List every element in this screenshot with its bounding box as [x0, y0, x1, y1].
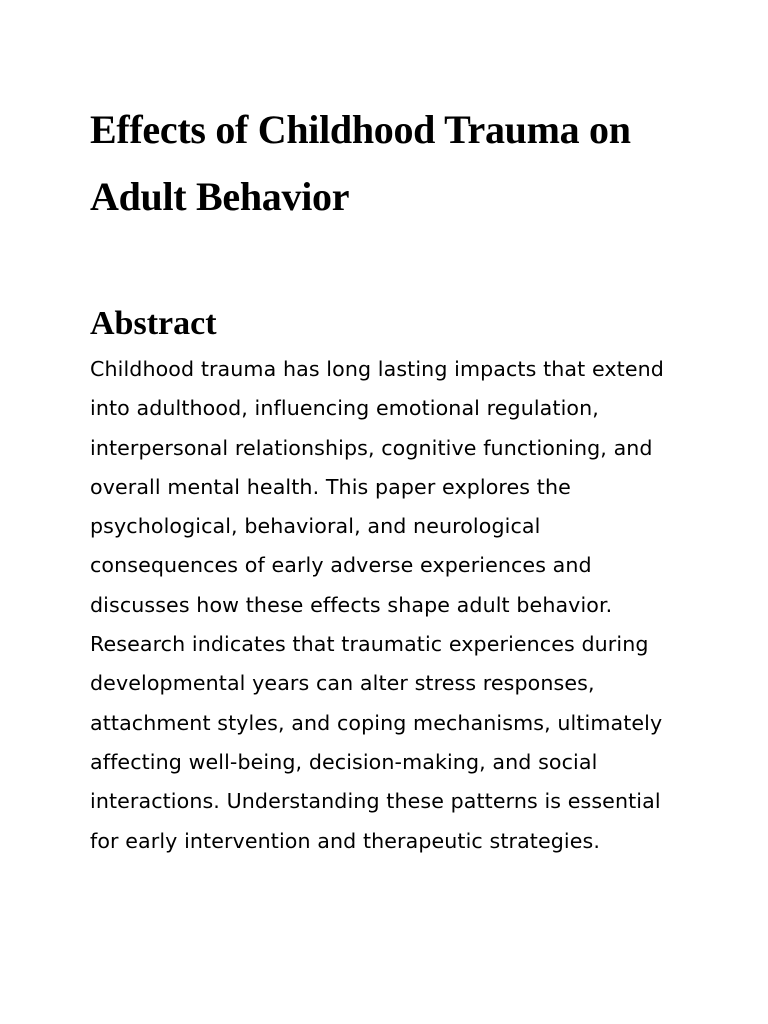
- abstract-paragraph: Childhood trauma has long lasting impacts that extend into adulthood, influencing emotional regulation, interpersonal relationships, cognitive functioning, and overall mental health. This paper explores the psychological, behavioral, and neurological consequences of early adverse experiences and discusses how these effects shape adult behavior. Research indicates that traumatic experiences during developmental years can alter stress responses, attachment styles, and coping mechanisms, ultimately affecting well-being, decision-making, and social interactions. Understanding these patterns is essential for early intervention and therapeutic strategies.: [90, 357, 664, 853]
- abstract-heading: Abstract: [90, 305, 217, 342]
- document-title: Effects of Childhood Trauma on Adult Behavior: [90, 107, 631, 219]
